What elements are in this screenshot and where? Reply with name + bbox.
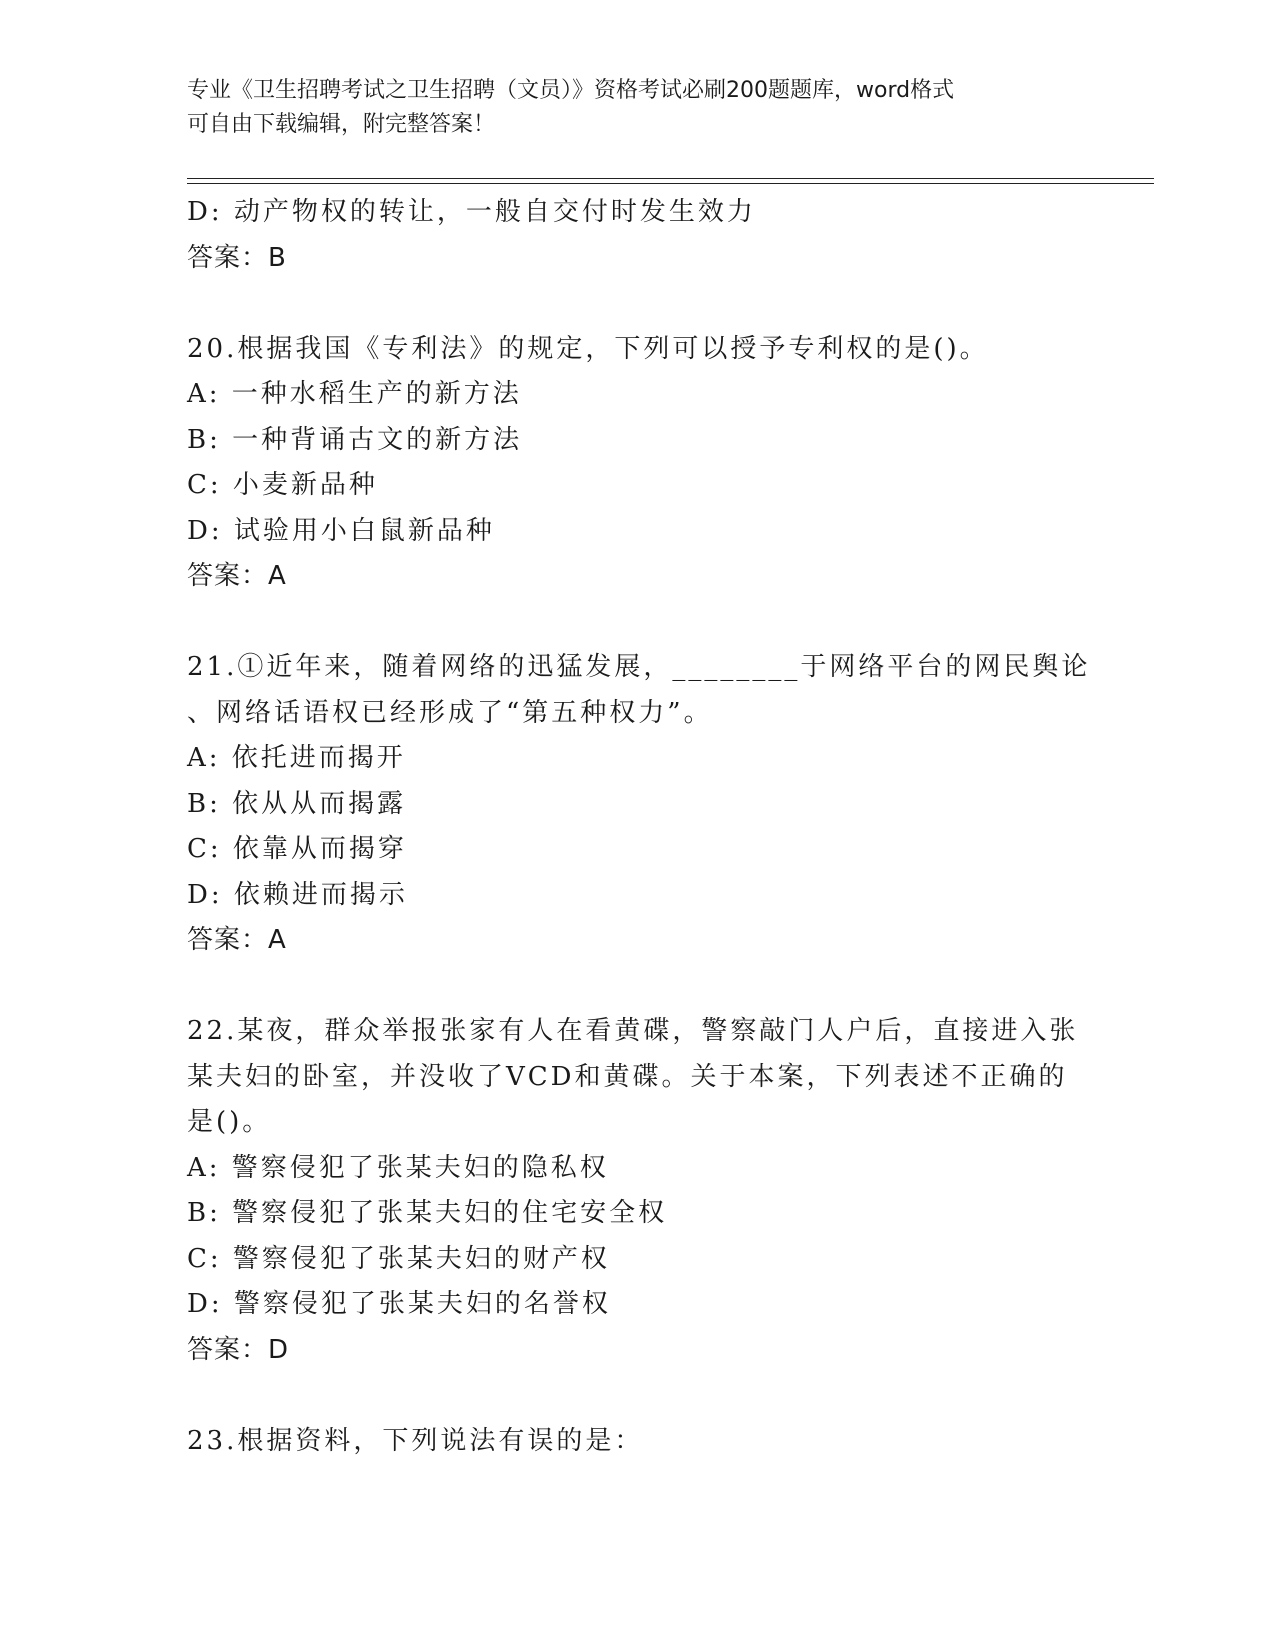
- question-21: [187, 645, 1091, 964]
- option-b: B: 警察侵犯了张某夫妇的住宅安全权: [187, 1198, 668, 1228]
- answer-line: 答案：D: [187, 1334, 290, 1365]
- option-a: A: 警察侵犯了张某夫妇的隐私权: [187, 1152, 609, 1183]
- header-divider-bottom: [187, 183, 1154, 184]
- question-19-continuation: [187, 190, 1087, 281]
- question-stem: 、网络话语权已经形成了“第五种权力”。: [187, 697, 713, 728]
- option-c: C: 依靠从而揭穿: [187, 834, 407, 864]
- question-20: [187, 327, 1087, 600]
- question-stem: 23.根据资料，下列说法有误的是：: [187, 1425, 644, 1456]
- option-d: D: 动产物权的转让，一般自交付时发生效力: [187, 197, 756, 227]
- option-c: C: 警察侵犯了张某夫妇的财产权: [187, 1243, 610, 1274]
- spacer: [187, 281, 1087, 327]
- question-stem: 20.根据我国《专利法》的规定，下列可以授予专利权的是()。: [187, 333, 989, 364]
- document-body: [187, 190, 1091, 1464]
- header-divider-top: [187, 178, 1154, 179]
- question-23: [187, 1419, 1087, 1465]
- document-header: [187, 74, 1087, 142]
- option-d: D: 警察侵犯了张某夫妇的名誉权: [187, 1289, 611, 1319]
- option-d: D: 依赖进而揭示: [187, 879, 408, 910]
- question-22: [187, 1009, 1087, 1373]
- option-a: A: 一种水稻生产的新方法: [187, 379, 522, 409]
- option-d: D: 试验用小白鼠新品种: [187, 515, 495, 546]
- spacer: [187, 1373, 1087, 1419]
- question-stem: 21.①近年来，随着网络的迅猛发展，________于网络平台的网民舆论: [187, 652, 1091, 682]
- spacer: [187, 964, 1087, 1010]
- question-stem: 某夫妇的卧室，并没收了VCD和黄碟。关于本案，下列表述不正确的: [187, 1061, 1068, 1092]
- option-b: B: 依从从而揭露: [187, 788, 407, 819]
- answer-line: 答案：A: [187, 925, 287, 955]
- spacer: [187, 600, 1087, 646]
- answer-line: 答案：B: [187, 242, 287, 273]
- answer-line: 答案：A: [187, 561, 287, 591]
- question-stem: 22.某夜，群众举报张家有人在看黄碟，警察敲门人户后，直接进入张: [187, 1016, 1079, 1046]
- option-c: C: 小麦新品种: [187, 470, 378, 500]
- question-stem: 是()。: [187, 1107, 272, 1137]
- header-title-line-1: 专业《卫生招聘考试之卫生招聘（文员）》资格考试必刷200题题库，word格式: [187, 78, 955, 103]
- option-b: B: 一种背诵古文的新方法: [187, 424, 523, 455]
- header-title-line-2: 可自由下载编辑，附完整答案！: [187, 112, 496, 137]
- option-a: A: 依托进而揭开: [187, 743, 406, 773]
